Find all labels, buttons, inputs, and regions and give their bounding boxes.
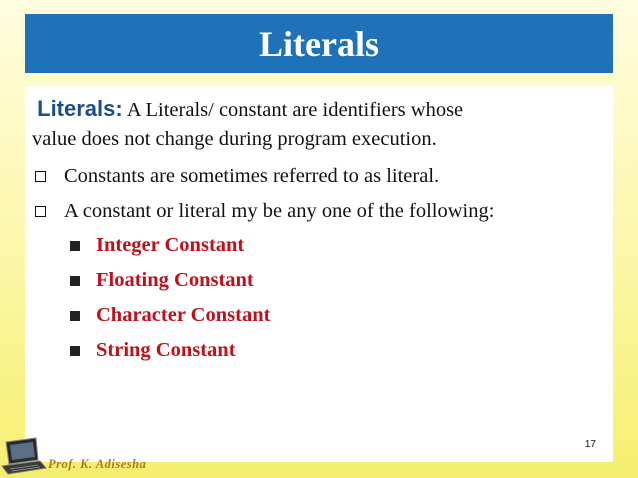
bullet-item-2 [35,200,494,223]
content-panel [25,86,613,462]
hollow-square-bullet-icon [35,171,46,182]
sub-bullet-text-2: Floating Constant [96,269,254,291]
bullet-text-1: Constants are sometimes referred to as literal. [64,165,440,187]
filled-square-bullet-icon [70,346,80,356]
sub-bullet-item-1 [70,234,244,257]
sub-bullet-item-2 [70,269,254,292]
sub-bullet-item-4 [70,339,236,362]
title-bar [25,14,613,73]
filled-square-bullet-icon [70,311,80,321]
filled-square-bullet-icon [70,276,80,286]
intro-paragraph [32,94,592,154]
slide-title: Literals [259,23,379,64]
sub-bullet-item-3 [70,304,270,327]
sub-bullet-text-4: String Constant [96,339,236,361]
hollow-square-bullet-icon [35,206,46,217]
intro-line2-text: value does not change during program execution. [32,128,437,150]
author-name: Prof. K. Adisesha [48,457,147,471]
intro-term: Literals: [37,96,123,121]
sub-bullet-text-1: Integer Constant [96,234,245,256]
sub-bullet-text-3: Character Constant [96,304,271,326]
bullet-text-2: A constant or literal my be any one of the following: [64,200,495,222]
bullet-item-1 [35,165,439,188]
filled-square-bullet-icon [70,241,80,251]
page-number: 17 [584,439,596,450]
intro-line1-text: A Literals/ constant are identifiers whose [122,99,464,121]
